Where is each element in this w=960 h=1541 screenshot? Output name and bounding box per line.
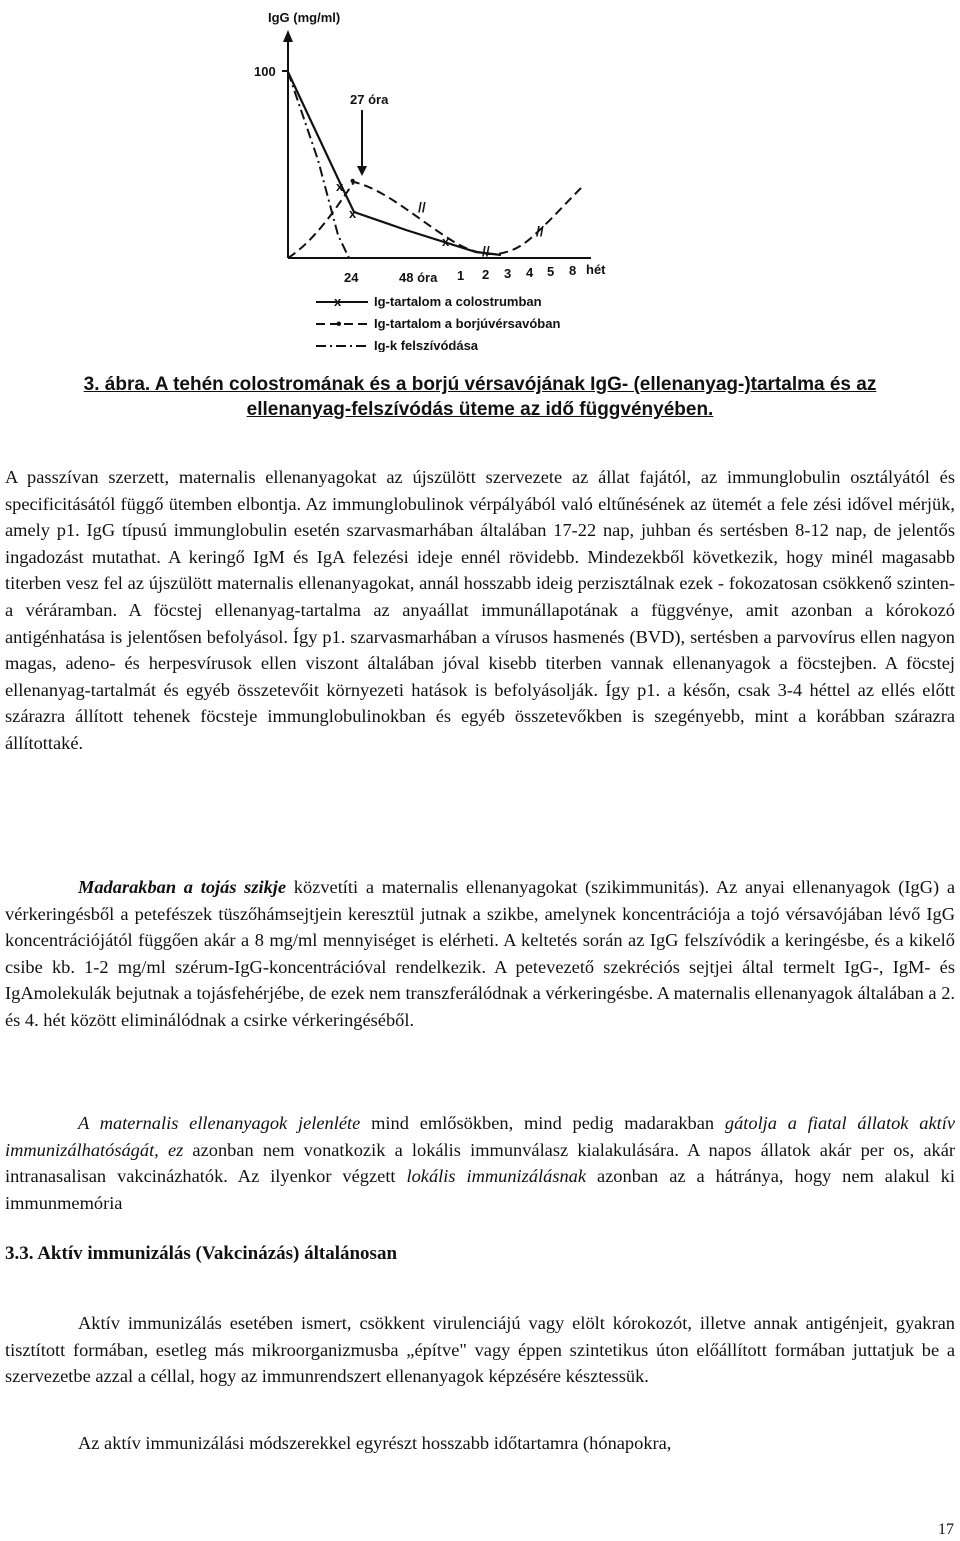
x-tick-label: 1 (457, 268, 465, 283)
figure-caption (20, 372, 940, 422)
x-tick-label: 48 óra (399, 270, 438, 285)
p3-text-1: mind emlősökben, mind pedig madarakban (360, 1113, 725, 1133)
y-tick-100: 100 (254, 64, 276, 79)
x-tick-label: 2 (482, 267, 490, 282)
paragraph-birds-lead: Madarakban a tojás szikje (78, 877, 287, 897)
annotation-arrow-head (357, 166, 367, 176)
p3-italic-3: lokális immunizálásnak (406, 1166, 587, 1187)
break-mark-2: // (482, 243, 490, 259)
y-axis-label: IgG (mg/ml) (268, 10, 341, 25)
p3-text-2: azonban nem vonatkozik a lokális immunválasz kialakulására. A napos állatok akár per os, akár intranasalisan vakcinázhatók. Az ilyenkor végzett (5, 1139, 955, 1187)
legend-label-serum: Ig-tartalom a borjúvérsavóban (374, 316, 561, 331)
x-tick-label: 8 (569, 263, 577, 278)
caption-line-1: 3. ábra. A tehén colostromának és a borjú vérsavójának IgG- (ellenanyag-)tartalma és az (83, 374, 877, 395)
igg-time-course-figure (246, 0, 606, 352)
serum-curve (288, 182, 581, 258)
absorption-curve (288, 72, 349, 258)
paragraph-passive-immunity: A passzívan szerzett, maternalis ellenanyagokat az újszülött szervezete az állat fajától, az immunglobulin osztályától és specificitásától függő ütemben elbontja. Az immunglobulinok vérpályából való eltűnésének az ütemét a fele zési idővel mérjük, amely p1. IgG típusú immunglobulin esetén szarvasmarhában általában 17-22 nap, juhban és sertésben 8-12 nap, de jelentős ingadozást mutathat. A keringő IgM és IgA felezési ideje ennél rövidebb. Mindezekből következik, hogy minél magasabb titerben vesz fel az újszülött maternalis ellenanyagokat, annál hosszabb ideig perzisztálnak ezek - fokozatosan csökkenő szinten-a véráramban. A föcstej ellenanyag-tartalma az anyaállat immunállapotának a függvénye, amit azonban a kórokozó antigénhatása is jelentősen befolyásol. Így p1. szarvasmarhában a vírusos hasmenés (BVD), sertésben a parvovírus ellen nagyon magas, adeno- és herpesvírusok ellen viszont általában jóval kisebb titerben vannak ellenanyagok a föcstejben. A föcstej ellenanyag-tartalmát és egyéb összetevőit környezeti hatások is befolyásolják. Így p1. a későn, csak 3-4 héttel az ellés előtt szárazra állított tehenek föcsteje immunglobulinokban és egyéb összetevőkben is szegényebb, mint a korábban szárazra állítottaké. (5, 467, 955, 753)
section-heading: 3.3. Aktív immunizálás (Vakcinázás) általánosan (5, 1243, 398, 1264)
legend-label-colostrum: Ig-tartalom a colostrumban (374, 294, 542, 309)
paragraph-active-immunization: Aktív immunizálás esetében ismert, csökkent virulenciájú vagy elölt kórokozót, illetve annak antigénjeit, gyakran tisztított formában, esetleg más mikroorganizmusba „építve" vagy éppen szintetikus úton előállított formában juttatjuk be a szervezetbe azzal a céllal, hogy az immunrendszert ellenanyagok képzésére késztessük. (5, 1313, 955, 1387)
x-tick-label: 24 (344, 270, 359, 285)
x-marker-3: x (442, 234, 450, 249)
p3-italic-2: gátolja a fiatal állatok aktív immunizálhatóságát, ez (5, 1113, 956, 1160)
break-mark-3: // (536, 223, 544, 239)
y-axis-arrow (283, 30, 293, 42)
paragraph-maternal-antibodies (5, 1110, 955, 1216)
paragraph-birds (5, 874, 955, 1034)
x-tick-label: 4 (526, 265, 534, 280)
annotation-27-ora: 27 óra (350, 92, 389, 107)
caption-line-2: ellenanyag-felszívódás üteme az idő függvényében. (246, 399, 714, 420)
x-tick-label: 3 (504, 266, 512, 281)
paragraph-active-methods: Az aktív immunizálási módszerekkel egyrészt hosszabb időtartamra (hónapokra, (78, 1433, 672, 1453)
dot-marker: • (350, 173, 356, 190)
legend-symbol-serum: • (336, 316, 342, 333)
legend-symbol-colostrum: x (334, 294, 342, 309)
paragraph-birds-text: közvetíti a maternalis ellenanyagokat (szikimmunitás). Az anyai ellenanyagok (IgG) a vérkeringésből a petefészek tüszőhámsejtjein keresztül jutnak a szikbe, amelynek koncentrációja a tojó vérsavójában lévő IgG koncentrációjától függően akár a 8 mg/ml mennyiséget is elérheti. A keltetés során az IgG felszívódik a keringésbe, és a kikelő csibe kb. 1-2 mg/ml szérum-IgG-koncentrációval rendelkezik. A petevezető szekréciós sejtjei által termelt IgG-, IgM- és IgAmolekulák bejutnak a tojásfehérjébe, de ezek nem transzferálódnak a vérkeringésbe. A maternalis ellenanyagok általában a 2. és 4. hét között eliminálódnak a csirke vérkeringéséből. (5, 877, 955, 1030)
x-tick-label: hét (586, 262, 606, 277)
page-number: 17 (938, 1521, 954, 1538)
legend-label-absorption: Ig-k felszívódása (374, 338, 479, 352)
x-tick-label: 5 (547, 264, 555, 279)
p3-italic-1: A maternalis ellenanyagok jelenléte (78, 1113, 361, 1133)
p3-text-3: azonban az a hátránya, hogy nem alakul ki immunmemória (5, 1166, 955, 1213)
break-mark-1: // (418, 199, 426, 215)
x-marker-2: x (349, 206, 357, 221)
x-marker-1: x (336, 179, 344, 194)
legend (316, 294, 560, 352)
